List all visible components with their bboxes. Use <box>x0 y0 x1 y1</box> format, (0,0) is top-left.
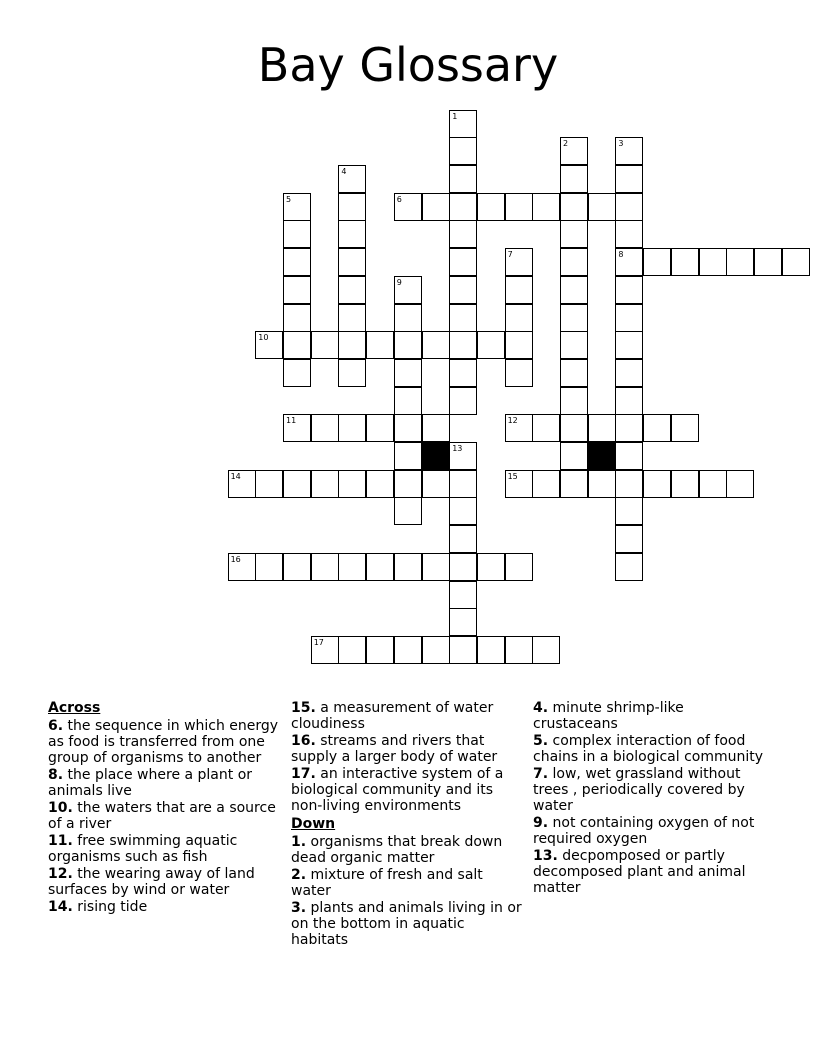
grid-cell[interactable] <box>615 165 643 193</box>
grid-cell[interactable] <box>505 359 533 387</box>
grid-cell[interactable] <box>394 193 422 221</box>
grid-cell[interactable] <box>283 470 311 498</box>
grid-cell[interactable] <box>505 276 533 304</box>
grid-cell[interactable] <box>560 359 588 387</box>
grid-cell[interactable] <box>449 497 477 525</box>
grid-cell[interactable] <box>560 304 588 332</box>
clue-number-label: 12. <box>48 866 73 882</box>
down-clue <box>291 867 523 899</box>
grid-cell[interactable] <box>477 553 505 581</box>
grid-cell[interactable] <box>338 636 366 664</box>
across-heading: Across <box>48 700 101 716</box>
clue-text: organisms that break down dead organic matter <box>291 834 503 866</box>
grid-cell[interactable] <box>615 470 643 498</box>
grid-cell[interactable] <box>255 553 283 581</box>
grid-cell[interactable] <box>560 414 588 442</box>
clue-text: complex interaction of food chains in a biological community <box>533 733 764 765</box>
clues-column-3 <box>533 700 765 897</box>
grid-cell[interactable] <box>366 470 394 498</box>
down-clue <box>533 815 765 847</box>
grid-cell[interactable] <box>422 193 450 221</box>
grid-cell[interactable] <box>394 276 422 304</box>
clue-text: minute shrimp-like crustaceans <box>533 700 684 732</box>
clue-number: 13 <box>452 444 463 453</box>
grid-cell[interactable] <box>394 414 422 442</box>
grid-cell[interactable] <box>477 331 505 359</box>
clue-text: an interactive system of a biological community and its non-living environments <box>291 766 504 814</box>
grid-cell[interactable] <box>422 414 450 442</box>
down-clue-list-continued <box>533 700 765 896</box>
grid-cell[interactable] <box>505 304 533 332</box>
clue-number: 10 <box>258 333 269 343</box>
clue-text: not containing oxygen of not required oxygen <box>533 815 755 847</box>
across-clue <box>48 899 280 915</box>
clue-number: 5 <box>286 194 292 204</box>
grid-cell[interactable] <box>394 636 422 664</box>
grid-cell[interactable] <box>283 304 311 332</box>
grid-cell[interactable] <box>615 137 643 165</box>
grid-cell[interactable] <box>311 636 339 664</box>
grid-cell[interactable] <box>560 193 588 221</box>
clue-number-label: 3. <box>291 900 307 916</box>
grid-cell[interactable] <box>338 470 366 498</box>
grid-cell[interactable] <box>505 553 533 581</box>
clue-number: 17 <box>313 637 324 647</box>
clue-text: the sequence in which energy as food is transferred from one group of organisms to another <box>48 718 279 766</box>
clue-text: decpomposed or partly decomposed plant and animal matter <box>533 848 746 896</box>
grid-cell[interactable] <box>338 248 366 276</box>
clue-number-label: 17. <box>291 766 316 782</box>
grid-cell[interactable] <box>394 442 422 470</box>
grid-cell[interactable] <box>699 248 727 276</box>
grid-cell[interactable] <box>588 470 616 498</box>
down-clue <box>533 766 765 814</box>
grid-cell[interactable] <box>449 276 477 304</box>
clues-column-1 <box>48 700 280 916</box>
grid-cell[interactable] <box>338 220 366 248</box>
clues-column-2 <box>291 700 523 949</box>
clue-number-label: 1. <box>291 834 307 850</box>
clue-number: 15 <box>507 471 518 481</box>
clue-text: rising tide <box>72 899 148 915</box>
across-clue <box>48 800 280 832</box>
grid-cell[interactable] <box>615 276 643 304</box>
clue-number-label: 14. <box>48 899 73 915</box>
grid-cell[interactable] <box>671 248 699 276</box>
grid-cell[interactable] <box>366 553 394 581</box>
grid-cell[interactable] <box>560 331 588 359</box>
grid-cell[interactable] <box>643 248 671 276</box>
grid-cell[interactable] <box>449 359 477 387</box>
clue-number-label: 4. <box>533 700 549 716</box>
grid-cell[interactable] <box>560 470 588 498</box>
grid-cell[interactable] <box>615 497 643 525</box>
grid-cell[interactable] <box>422 331 450 359</box>
clue-number-label: 8. <box>48 767 64 783</box>
grid-cell[interactable] <box>449 636 477 664</box>
grid-cell[interactable] <box>449 110 477 138</box>
clue-number-label: 9. <box>533 815 549 831</box>
grid-cell[interactable] <box>422 636 450 664</box>
grid-cell[interactable] <box>532 193 560 221</box>
grid-cell[interactable] <box>560 442 588 470</box>
clue-number-label: 15. <box>291 700 316 716</box>
grid-cell[interactable] <box>532 636 560 664</box>
clue-number: 12 <box>507 416 518 426</box>
grid-cell[interactable] <box>366 414 394 442</box>
grid-cell[interactable] <box>754 248 782 276</box>
grid-cell[interactable] <box>283 331 311 359</box>
grid-cell[interactable] <box>615 248 643 276</box>
clue-number-label: 11. <box>48 833 73 849</box>
clue-number: 3 <box>618 139 624 149</box>
grid-cell[interactable] <box>615 193 643 221</box>
grid-cell[interactable] <box>311 331 339 359</box>
down-clue <box>533 733 765 765</box>
block-cell <box>422 442 450 470</box>
grid-cell[interactable] <box>560 276 588 304</box>
grid-cell[interactable] <box>615 553 643 581</box>
grid-cell[interactable] <box>615 331 643 359</box>
clue-number: 2 <box>563 139 569 149</box>
down-clue <box>533 848 765 896</box>
clue-number: 7 <box>507 250 513 260</box>
down-clue <box>533 700 765 732</box>
grid-cell[interactable] <box>283 193 311 221</box>
grid-cell[interactable] <box>615 525 643 553</box>
grid-cell[interactable] <box>449 525 477 553</box>
clue-text: plants and animals living in or on the bottom in aquatic habitats <box>291 900 522 948</box>
grid-cell[interactable] <box>311 553 339 581</box>
clue-text: the wearing away of land surfaces by wind or water <box>48 866 255 898</box>
across-clue <box>48 866 280 898</box>
grid-cell[interactable] <box>615 359 643 387</box>
grid-cell[interactable] <box>394 470 422 498</box>
grid-cell[interactable] <box>726 248 754 276</box>
grid-cell[interactable] <box>449 137 477 165</box>
grid-cell[interactable] <box>699 470 727 498</box>
clue-number: 14 <box>230 471 241 481</box>
grid-cell[interactable] <box>588 193 616 221</box>
clue-text: the place where a plant or animals live <box>48 767 253 799</box>
grid-cell[interactable] <box>422 470 450 498</box>
grid-cell[interactable] <box>228 553 256 581</box>
grid-cell[interactable] <box>532 470 560 498</box>
grid-cell[interactable] <box>449 331 477 359</box>
grid-cell[interactable] <box>449 220 477 248</box>
clue-text: low, wet grassland without trees , periodically covered by water <box>533 766 745 814</box>
grid-cell[interactable] <box>283 276 311 304</box>
grid-cell[interactable] <box>394 359 422 387</box>
grid-cell[interactable] <box>394 497 422 525</box>
grid-cell[interactable] <box>588 414 616 442</box>
clue-number: 1 <box>452 111 458 121</box>
grid-cell[interactable] <box>311 470 339 498</box>
grid-cell[interactable] <box>449 165 477 193</box>
grid-cell[interactable] <box>338 359 366 387</box>
grid-cell[interactable] <box>449 193 477 221</box>
down-clue <box>291 834 523 866</box>
clue-text: free swimming aquatic organisms such as fish <box>48 833 238 865</box>
block-cell <box>588 442 616 470</box>
across-clue <box>291 766 523 814</box>
clue-text: mixture of fresh and salt water <box>291 867 483 899</box>
down-clue <box>291 900 523 948</box>
grid-cell[interactable] <box>394 331 422 359</box>
grid-cell[interactable] <box>560 165 588 193</box>
grid-cell[interactable] <box>449 581 477 609</box>
grid-cell[interactable] <box>782 248 810 276</box>
grid-cell[interactable] <box>505 331 533 359</box>
grid-cell[interactable] <box>338 193 366 221</box>
grid-cell[interactable] <box>615 304 643 332</box>
grid-cell[interactable] <box>449 470 477 498</box>
clue-number: 6 <box>396 194 402 204</box>
clue-number: 11 <box>286 416 297 426</box>
grid-cell[interactable] <box>283 553 311 581</box>
grid-cell[interactable] <box>477 636 505 664</box>
grid-cell[interactable] <box>615 220 643 248</box>
grid-cell[interactable] <box>338 553 366 581</box>
grid-cell[interactable] <box>560 248 588 276</box>
grid-cell[interactable] <box>505 470 533 498</box>
grid-cell[interactable] <box>560 387 588 415</box>
grid-cell[interactable] <box>394 304 422 332</box>
grid-cell[interactable] <box>449 553 477 581</box>
grid-cell[interactable] <box>505 414 533 442</box>
across-clue <box>48 718 280 766</box>
clue-number-label: 16. <box>291 733 316 749</box>
down-clue-list <box>291 834 523 948</box>
grid-cell[interactable] <box>394 553 422 581</box>
clue-text: the waters that are a source of a river <box>48 800 276 832</box>
clue-number-label: 5. <box>533 733 549 749</box>
grid-cell[interactable] <box>366 636 394 664</box>
grid-cell[interactable] <box>228 470 256 498</box>
grid-cell[interactable] <box>449 304 477 332</box>
grid-cell[interactable] <box>338 414 366 442</box>
clue-number-label: 13. <box>533 848 558 864</box>
grid-cell[interactable] <box>283 414 311 442</box>
grid-cell[interactable] <box>615 387 643 415</box>
grid-cell[interactable] <box>394 387 422 415</box>
grid-cell[interactable] <box>671 470 699 498</box>
grid-cell[interactable] <box>643 414 671 442</box>
clue-number-label: 2. <box>291 867 307 883</box>
grid-cell[interactable] <box>338 304 366 332</box>
grid-cell[interactable] <box>560 220 588 248</box>
across-clue <box>291 700 523 732</box>
grid-cell[interactable] <box>505 248 533 276</box>
down-heading: Down <box>291 816 336 832</box>
grid-cell[interactable] <box>255 331 283 359</box>
grid-cell[interactable] <box>505 193 533 221</box>
grid-cell[interactable] <box>311 414 339 442</box>
clue-number-label: 10. <box>48 800 73 816</box>
grid-cell[interactable] <box>560 137 588 165</box>
clue-number-label: 7. <box>533 766 549 782</box>
clue-number: 16 <box>230 554 241 564</box>
grid-cell[interactable] <box>726 470 754 498</box>
across-clue <box>48 767 280 799</box>
grid-cell[interactable] <box>283 248 311 276</box>
grid-cell[interactable] <box>505 636 533 664</box>
grid-cell[interactable] <box>283 359 311 387</box>
across-clue-list-continued <box>291 700 523 814</box>
grid-cell[interactable] <box>643 470 671 498</box>
grid-cell[interactable] <box>255 470 283 498</box>
across-clue <box>48 833 280 865</box>
clue-number: 9 <box>396 277 402 287</box>
clue-text: a measurement of water cloudiness <box>291 700 494 732</box>
clue-number-label: 6. <box>48 718 64 734</box>
clue-text: streams and rivers that supply a larger body of water <box>291 733 498 765</box>
grid-cell[interactable] <box>422 553 450 581</box>
grid-cell[interactable] <box>615 414 643 442</box>
across-clue <box>291 733 523 765</box>
clue-number: 4 <box>341 167 347 176</box>
grid-cell[interactable] <box>449 248 477 276</box>
grid-cell[interactable] <box>532 414 560 442</box>
across-clue-list <box>48 718 280 915</box>
grid-cell[interactable] <box>477 193 505 221</box>
grid-cell[interactable] <box>338 165 366 193</box>
grid-cell[interactable] <box>449 608 477 636</box>
grid-cell[interactable] <box>615 442 643 470</box>
grid-cell[interactable] <box>449 387 477 415</box>
grid-cell[interactable] <box>338 331 366 359</box>
grid-cell[interactable] <box>338 276 366 304</box>
puzzle-title: Bay Glossary <box>257 38 559 92</box>
grid-cell[interactable] <box>283 220 311 248</box>
clue-number: 8 <box>618 250 624 260</box>
grid-cell[interactable] <box>449 442 477 470</box>
grid-cell[interactable] <box>366 331 394 359</box>
grid-cell[interactable] <box>671 414 699 442</box>
